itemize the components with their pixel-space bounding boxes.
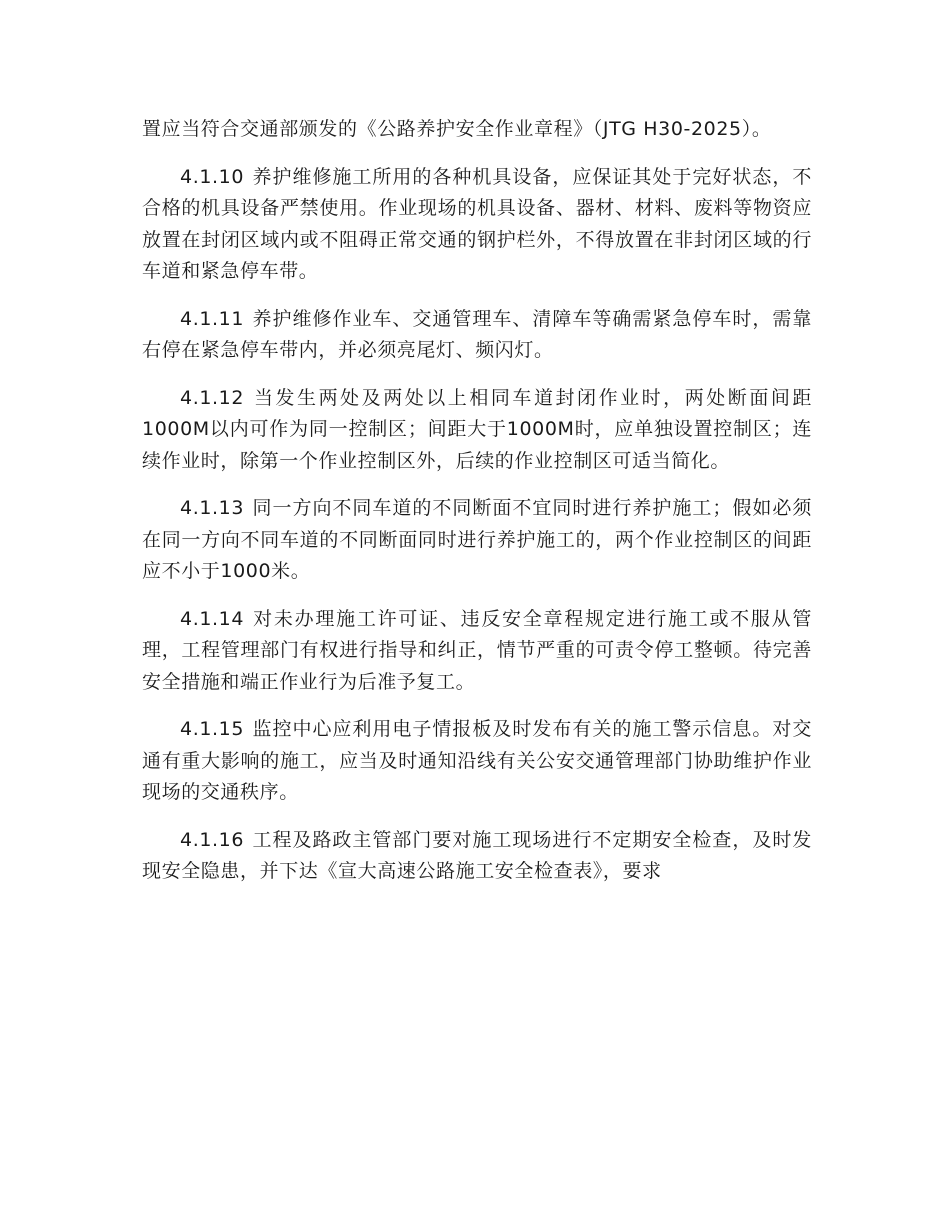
- clause-text: 当发生两处及两处以上相同车道封闭作业时，两处断面间距1000M以内可作为同一控制区；间距大于1000M时，应单独设置控制区；连续作业时，除第一个作业控制区外，后续的作业控制区可适当简化。: [142, 386, 812, 472]
- clause-number: 4.1.14: [180, 607, 245, 630]
- clause-4-1-14: [142, 604, 812, 699]
- clause-4-1-13: [142, 493, 812, 588]
- clause-4-1-11: [142, 304, 812, 367]
- document-body: [142, 114, 812, 904]
- paragraph-text: 置应当符合交通部颁发的《公路养护安全作业章程》（JTG H30-2025）。: [142, 118, 772, 140]
- clause-4-1-10: [142, 162, 812, 288]
- clause-number: 4.1.15: [180, 718, 245, 740]
- clause-text: 对未办理施工许可证、违反安全章程规定进行施工或不服从管理，工程管理部门有权进行指导和纠正，情节严重的可责令停工整顿。待完善安全措施和端正作业行为后准予复工。: [142, 607, 812, 693]
- clause-text: 同一方向不同车道的不同断面不宜同时进行养护施工；假如必须在同一方向不同车道的不同断面同时进行养护施工的，两个作业控制区的间距应不小于1000米。: [142, 497, 812, 582]
- paragraph-continuation: [142, 114, 812, 146]
- clause-number: 4.1.11: [180, 307, 245, 330]
- clause-text: 养护维修施工所用的各种机具设备，应保证其处于完好状态，不合格的机具设备严禁使用。作业现场的机具设备、器材、材料、废料等物资应放置在封闭区域内或不阻碍正常交通的钢护栏外，不得放置在非封闭区域的行车道和紧急停车带。: [142, 165, 812, 282]
- clause-text: 养护维修作业车、交通管理车、清障车等确需紧急停车时，需靠右停在紧急停车带内，并必须亮尾灯、频闪灯。: [142, 307, 812, 361]
- clause-number: 4.1.12: [180, 386, 245, 409]
- clause-4-1-12: [142, 383, 812, 478]
- clause-4-1-16: [142, 825, 812, 888]
- clause-text: 工程及路政主管部门要对施工现场进行不定期安全检查，及时发现安全隐患，并下达《宣大高速公路施工安全检查表》，要求: [142, 828, 812, 882]
- clause-number: 4.1.16: [180, 828, 245, 851]
- clause-number: 4.1.13: [180, 497, 245, 519]
- clause-4-1-15: [142, 714, 812, 809]
- clause-number: 4.1.10: [180, 165, 245, 188]
- clause-text: 监控中心应利用电子情报板及时发布有关的施工警示信息。对交通有重大影响的施工，应当及时通知沿线有关公安交通管理部门协助维护作业现场的交通秩序。: [142, 718, 812, 803]
